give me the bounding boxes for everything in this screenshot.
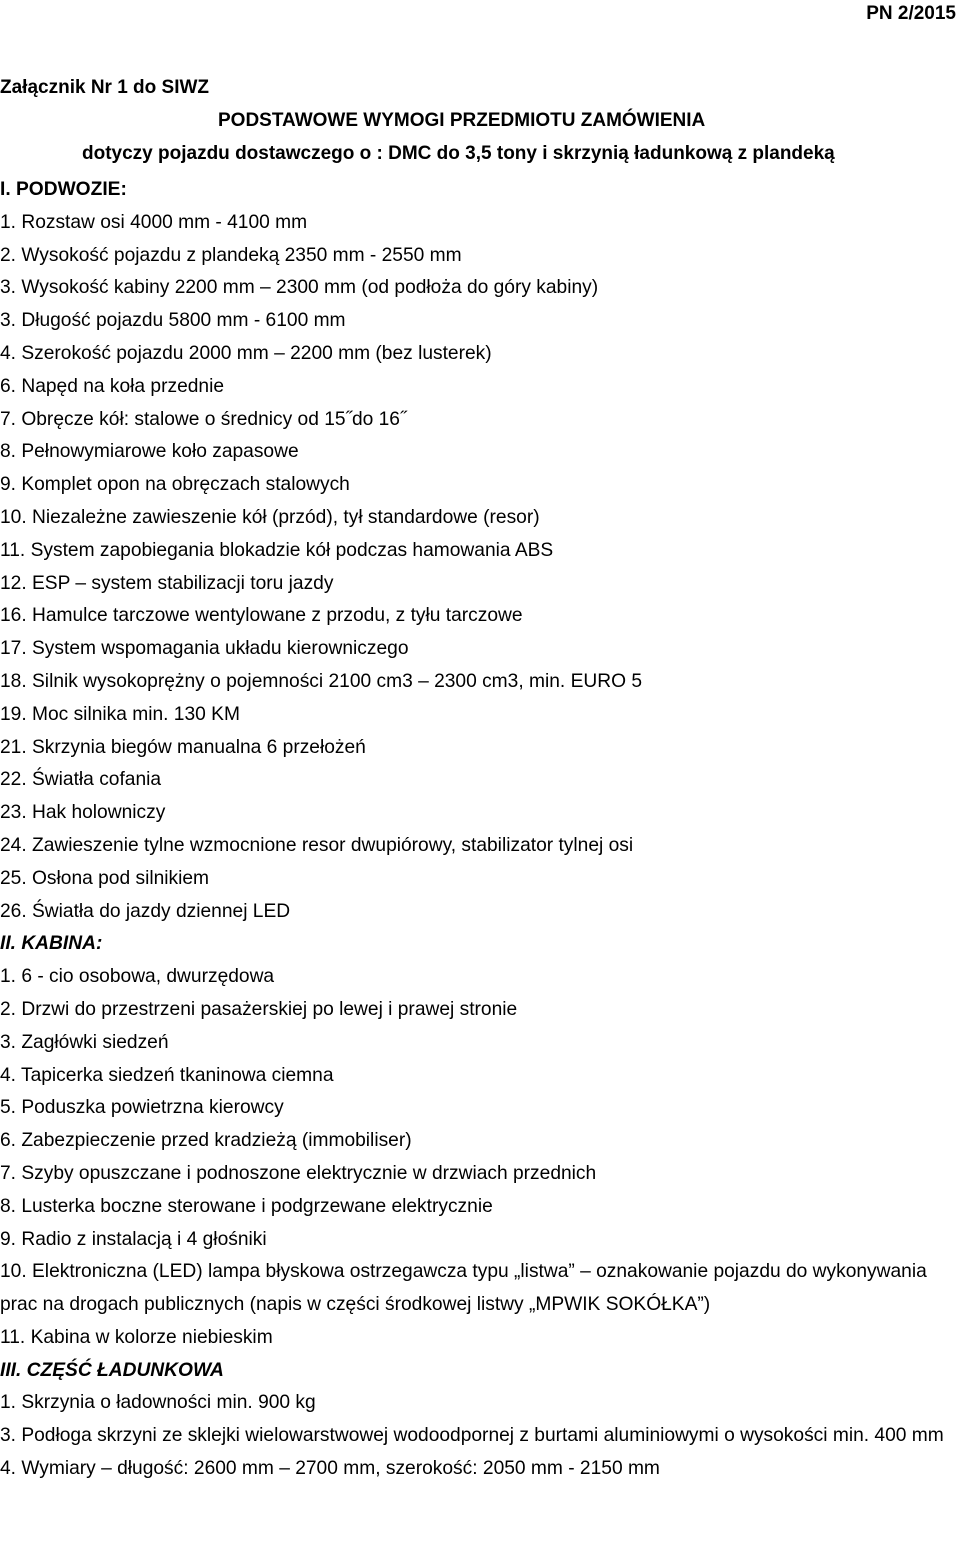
attachment-label: Załącznik Nr 1 do SIWZ [0,77,210,98]
list-item: 16. Hamulce tarczowe wentylowane z przodu, z tyłu tarczowe [0,605,523,627]
list-item: 3. Długość pojazdu 5800 mm - 6100 mm [0,310,346,332]
list-item: 19. Moc silnika min. 130 KM [0,703,240,725]
list-item: 22. Światła cofania [0,769,162,791]
list-item: 23. Hak holowniczy [0,802,166,824]
page-reference: PN 2/2015 [866,3,956,24]
list-item: 1. Rozstaw osi 4000 mm - 4100 mm [0,211,308,233]
list-item: 7. Obręcze kół: stalowe o średnicy od 15˝do 16˝ [0,408,407,430]
list-item: 8. Lusterka boczne sterowane i podgrzewane elektrycznie [0,1195,493,1217]
list-item: 7. Szyby opuszczane i podnoszone elektrycznie w drzwiach przednich [0,1162,597,1184]
list-item: 8. Pełnowymiarowe koło zapasowe [0,441,299,463]
list-item: 10. Niezależne zawieszenie kół (przód), tył standardowe (resor) [0,506,540,528]
list-item: 26. Światła do jazdy dziennej LED [0,900,291,922]
list-item: 9. Radio z instalacją i 4 głośniki [0,1228,267,1250]
section-heading-cabin: II. KABINA: [0,933,103,955]
section-heading-chassis: I. PODWOZIE: [0,179,127,200]
list-item: 3. Zagłówki siedzeń [0,1031,169,1053]
list-item: 17. System wspomagania układu kierowniczego [0,638,409,660]
list-item: 5. Poduszka powietrzna kierowcy [0,1097,284,1119]
list-item: 24. Zawieszenie tylne wzmocnione resor dwupiórowy, stabilizator tylnej osi [0,834,634,856]
list-item: 4. Wymiary – długość: 2600 mm – 2700 mm, szerokość: 2050 mm - 2150 mm [0,1458,660,1480]
list-item: 25. Osłona pod silnikiem [0,867,210,889]
list-item: 2. Drzwi do przestrzeni pasażerskiej po lewej i prawej stronie [0,998,518,1020]
list-item: 21. Skrzynia biegów manualna 6 przełożeń [0,736,366,758]
list-item: 4. Szerokość pojazdu 2000 mm – 2200 mm (bez lusterek) [0,342,492,364]
list-item: 9. Komplet opon na obręczach stalowych [0,474,350,496]
list-item: 1. Skrzynia o ładowności min. 900 kg [0,1392,316,1414]
document-subtitle: dotyczy pojazdu dostawczego o : DMC do 3,5 tony i skrzynią ładunkową z plandeką [82,143,835,164]
list-item: 3. Podłoga skrzyni ze sklejki wielowarstwowej wodoodpornej z burtami aluminiowymi o wysokości min. 400 mm [0,1425,944,1447]
document-title: PODSTAWOWE WYMOGI PRZEDMIOTU ZAMÓWIENIA [218,110,706,131]
list-item: 3. Wysokość kabiny 2200 mm – 2300 mm (od podłoża do góry kabiny) [0,277,599,299]
list-item: 6. Zabezpieczenie przed kradzieżą (immobiliser) [0,1130,412,1152]
list-item: 1. 6 - cio osobowa, dwurzędowa [0,966,275,988]
requirements-list [0,174,958,1486]
list-item: 12. ESP – system stabilizacji toru jazdy [0,572,334,594]
list-item: 2. Wysokość pojazdu z plandeką 2350 mm - 2550 mm [0,244,462,266]
list-item: 11. Kabina w kolorze niebieskim [0,1326,273,1348]
list-item: 4. Tapicerka siedzeń tkaninowa ciemna [0,1064,334,1086]
list-item: 6. Napęd na koła przednie [0,375,225,397]
section-heading-cargo: III. CZĘŚĆ ŁADUNKOWA [0,1359,224,1381]
list-item: 18. Silnik wysokoprężny o pojemności 2100 cm3 – 2300 cm3, min. EURO 5 [0,670,643,692]
list-item: 10. Elektroniczna (LED) lampa błyskowa ostrzegawcza typu „listwa” – oznakowanie pojazdu do wykonywania prac na drogach publicznych (napis w części środkowej listwy „MPWIK SOKÓŁKA”) [0,1261,927,1316]
list-item: 11. System zapobiegania blokadzie kół podczas hamowania ABS [0,539,554,561]
